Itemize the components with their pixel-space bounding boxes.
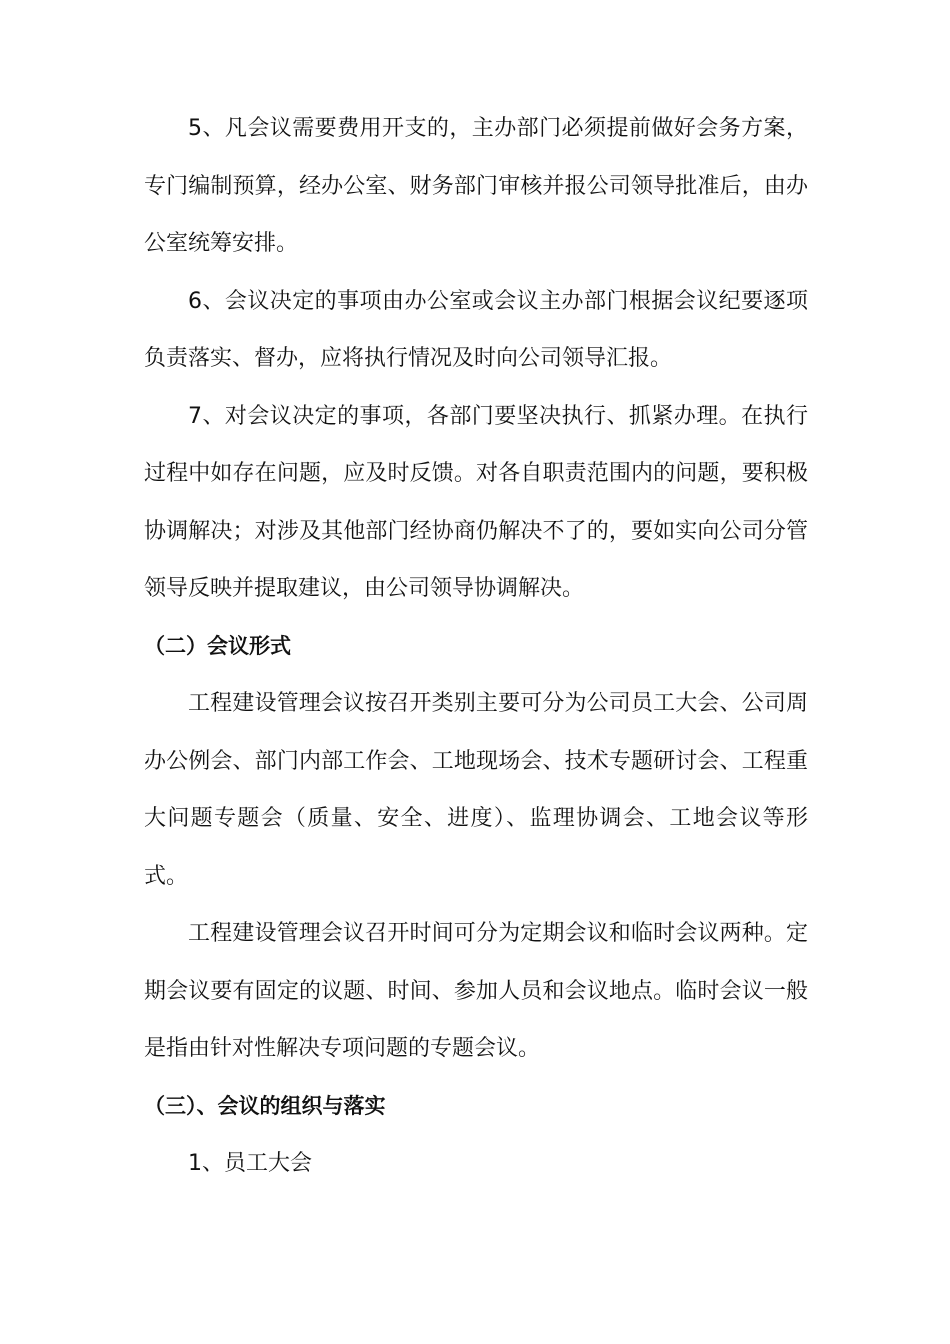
- paragraph-meeting-timing: 工程建设管理会议召开时间可分为定期会议和临时会议两种。定期会议要有固定的议题、时间、参加人员和会议地点。临时会议一般是指由针对性解决专项问题的专题会议。: [144, 921, 808, 1061]
- section-heading-organization: （三）、会议的组织与落实: [144, 1093, 386, 1118]
- paragraph-item-7: 7、对会议决定的事项，各部门要坚决执行、抓紧办理。在执行过程中如存在问题，应及时反馈。对各自职责范围内的问题，要积极协调解决；对涉及其他部门经协商仍解决不了的，要如实向公司分管领导反映并提取建议，由公司领导协调解决。: [144, 403, 808, 601]
- paragraph-item-6: 6、会议决定的事项由办公室或会议主办部门根据会议纪要逐项负责落实、督办，应将执行情况及时向公司领导汇报。: [144, 288, 808, 371]
- section-heading-meeting-forms: （二）会议形式: [144, 633, 291, 658]
- document-page: [144, 100, 808, 1193]
- paragraph-meeting-forms: 工程建设管理会议按召开类别主要可分为公司员工大会、公司周办公例会、部门内部工作会、工地现场会、技术专题研讨会、工程重大问题专题会（质量、安全、进度）、监理协调会、工地会议等形式。: [144, 691, 808, 889]
- paragraph-item-5: 5、凡会议需要费用开支的，主办部门必须提前做好会务方案，专门编制预算，经办公室、财务部门审核并报公司领导批准后，由办公室统筹安排。: [144, 116, 808, 256]
- paragraph-item-staff-meeting: 1、员工大会: [188, 1151, 312, 1176]
